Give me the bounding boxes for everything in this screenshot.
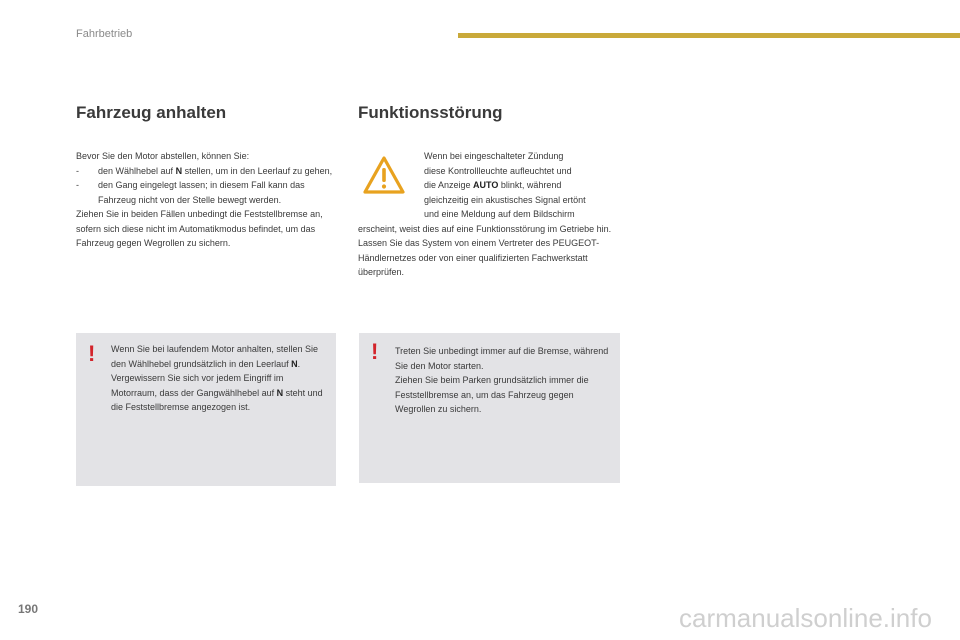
page-number: 190 bbox=[18, 602, 39, 616]
bullet-dash: - bbox=[76, 165, 79, 176]
stopping-bullet-2 bbox=[76, 178, 338, 207]
watermark: carmanualsonline.info bbox=[679, 603, 932, 633]
note-line: Treten Sie unbedingt immer auf die Bremse, während Sie den Motor starten. bbox=[395, 346, 609, 371]
malfunction-line: Wenn bei eingeschalteter Zündung bbox=[424, 151, 564, 161]
exclamation-icon: ! bbox=[88, 341, 96, 366]
stopping-intro: Bevor Sie den Motor abstellen, können Sie: bbox=[76, 151, 250, 161]
note-line: Vergewissern Sie sich vor jedem Eingriff im Motorraum, dass der Gangwählhebel auf bbox=[111, 373, 284, 398]
malfunction-line: und eine Meldung auf dem Bildschirm bbox=[424, 209, 575, 219]
malfunction-text bbox=[358, 149, 620, 280]
bullet-text: stellen, um in den Leerlauf zu gehen, bbox=[182, 165, 333, 176]
section-title-malfunction: Funktionsstörung bbox=[358, 103, 503, 122]
malfunction-line-text: die Anzeige bbox=[424, 180, 474, 190]
bullet-dash: - bbox=[76, 180, 79, 190]
note-line: Ziehen Sie beim Parken grundsätzlich immer die Feststellbremse an, um das Fahrzeug gegen Wegrollen zu sichern. bbox=[395, 375, 589, 414]
malfunction-continuation: erscheint, weist dies auf eine Funktionsstörung im Getriebe hin. bbox=[358, 223, 612, 234]
note-line: . bbox=[297, 358, 301, 369]
header-accent-bar bbox=[458, 33, 960, 38]
gear-n: N bbox=[291, 358, 298, 369]
stopping-outro: Ziehen Sie in beiden Fällen unbedingt die Feststellbremse an, sofern sich diese nicht im Automatikmodus befindet, um das Fahrzeug gegen Wegrollen zu sichern. bbox=[76, 209, 323, 248]
exclamation-icon: ! bbox=[371, 339, 379, 364]
gear-n: N bbox=[276, 387, 284, 398]
gear-n: N bbox=[175, 165, 183, 176]
section-label: Fahrbetrieb bbox=[76, 28, 133, 40]
bullet-text: den Wählhebel auf bbox=[98, 165, 176, 176]
malfunction-line-text: blinkt, während bbox=[500, 180, 562, 190]
note-text bbox=[395, 344, 613, 417]
note-text bbox=[111, 342, 329, 415]
malfunction-line: diese Kontrollleuchte aufleuchtet und bbox=[424, 165, 572, 176]
note-line: Wenn Sie bei laufendem Motor anhalten, stellen Sie den Wählhebel grundsätzlich in den Leerlauf bbox=[111, 344, 318, 369]
note-box-malfunction bbox=[359, 333, 620, 483]
malfunction-line: gleichzeitig ein akustisches Signal ertönt bbox=[424, 194, 586, 205]
bullet-text: den Gang eingelegt lassen; in diesem Fall kann das Fahrzeug nicht von der Stelle bewegt werden. bbox=[98, 180, 305, 205]
stopping-text bbox=[76, 149, 338, 251]
malfunction-line bbox=[358, 178, 620, 193]
malfunction-advice: Lassen Sie das System von einem Vertreter des PEUGEOT-Händlernetzes oder von einer qualifizierten Fachwerkstatt überprüfen. bbox=[358, 238, 600, 277]
stopping-bullet-1 bbox=[76, 164, 338, 179]
section-title-stopping: Fahrzeug anhalten bbox=[76, 103, 227, 122]
auto-indicator-label: AUTO bbox=[473, 180, 499, 190]
note-line: steht und die Feststellbremse angezogen ist. bbox=[111, 387, 323, 412]
note-box-stopping bbox=[76, 333, 336, 486]
